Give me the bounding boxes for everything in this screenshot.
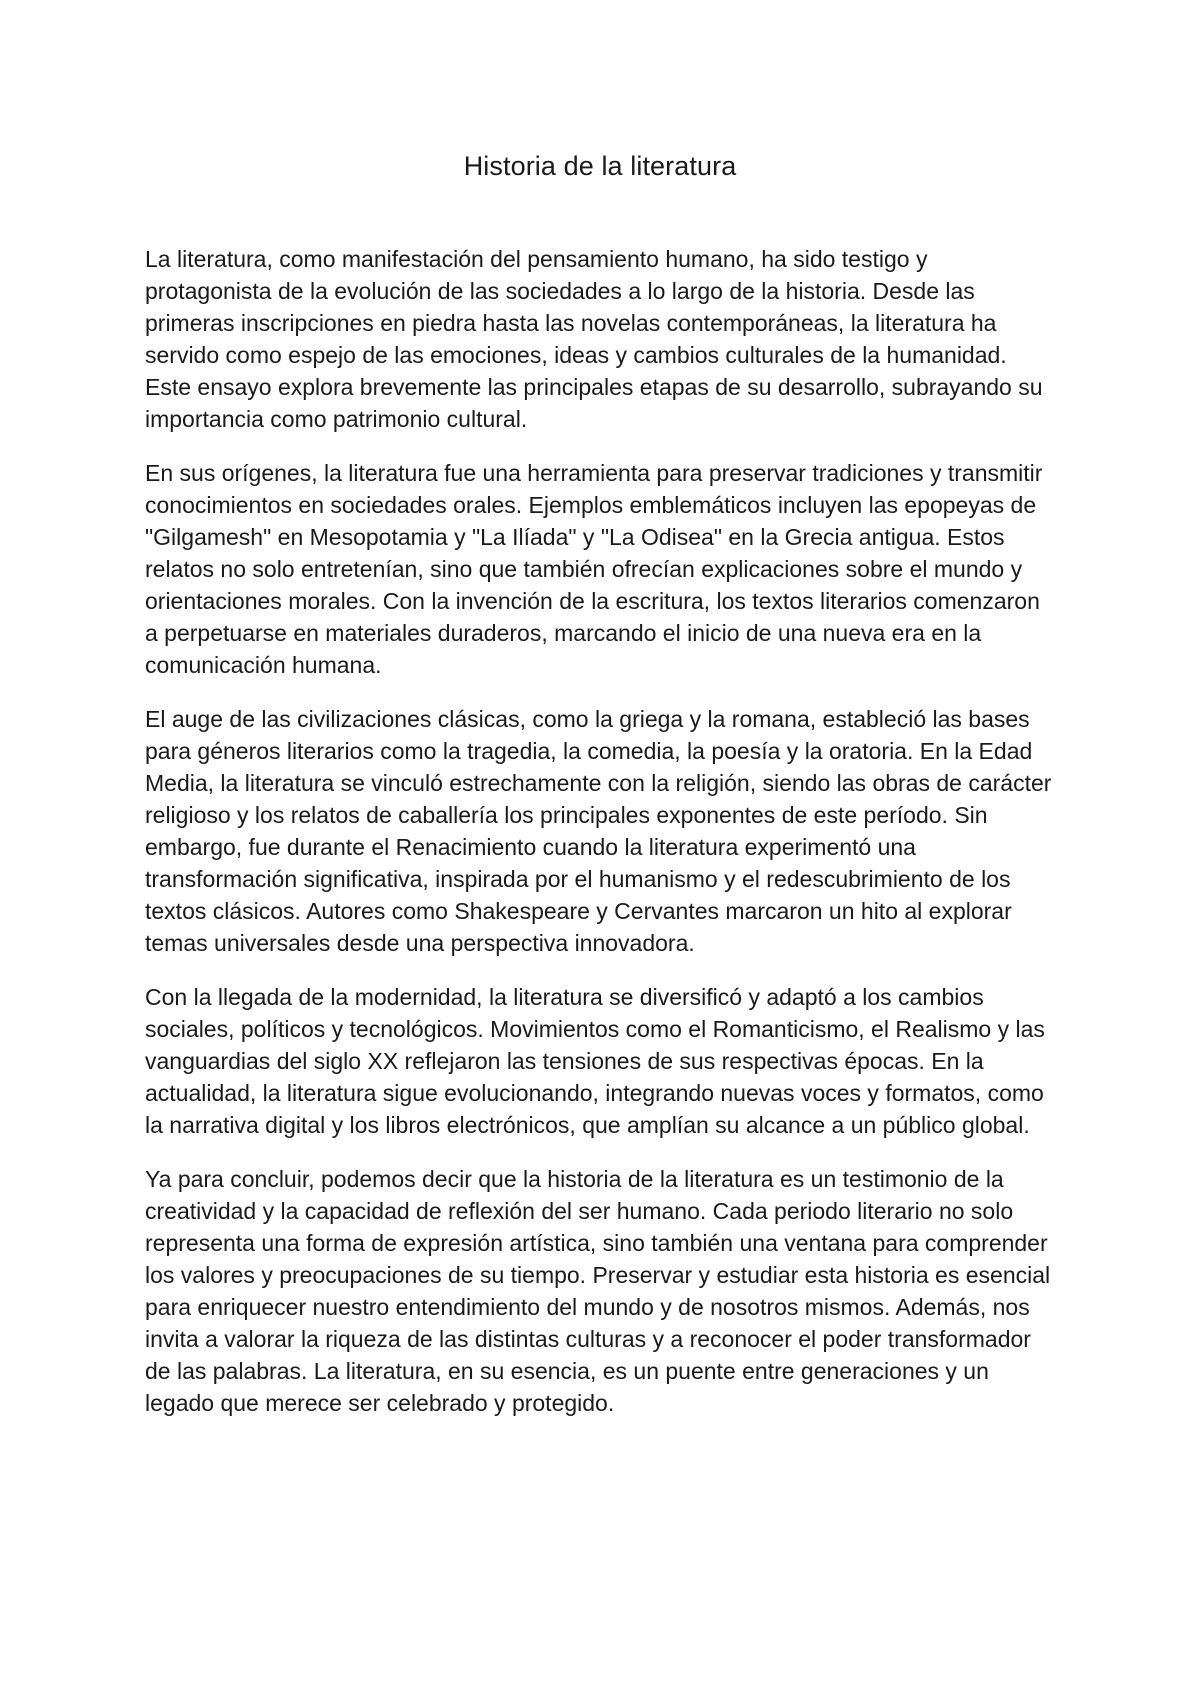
paragraph-modernity: Con la llegada de la modernidad, la literatura se diversificó y adaptó a los cambios sociales, políticos y tecnológicos. Movimientos como el Romanticismo, el Realismo y las vanguardias del siglo XX reflejaron las tensiones de sus respectivas épocas. En la actualidad, la literatura sigue evolucionando, integrando nuevas voces y formatos, como la narrativa digital y los libros electrónicos, que amplían su alcance a un público global. <box>145 984 1045 1138</box>
document-title: Historia de la literatura <box>463 151 737 181</box>
paragraph-introduction: La literatura, como manifestación del pensamiento humano, ha sido testigo y protagonista de la evolución de las sociedades a lo largo de la historia. Desde las primeras inscripciones en piedra hasta las novelas contemporáneas, la literatura ha servido como espejo de las emociones, ideas y cambios culturales de la humanidad. Este ensayo explora brevemente las principales etapas de su desarrollo, subrayando su importancia como patrimonio cultural. <box>145 246 1043 432</box>
paragraph-origins: En sus orígenes, la literatura fue una herramienta para preservar tradiciones y transmitir conocimientos en sociedades orales. Ejemplos emblemáticos incluyen las epopeyas de "Gilgamesh" en Mesopotamia y "La Ilíada" y "La Odisea" en la Grecia antigua. Estos relatos no solo entretenían, sino que también ofrecían explicaciones sobre el mundo y orientaciones morales. Con la invención de la escritura, los textos literarios comenzaron a perpetuarse en materiales duraderos, marcando el inicio de una nueva era en la comunicación humana. <box>145 460 1043 678</box>
paragraph-classical-to-renaissance: El auge de las civilizaciones clásicas, como la griega y la romana, estableció las bases para géneros literarios como la tragedia, la comedia, la poesía y la oratoria. En la Edad Media, la literatura se vinculó estrechamente con la religión, siendo las obras de carácter religioso y los relatos de caballería los principales exponentes de este período. Sin embargo, fue durante el Renacimiento cuando la literatura experimentó una transformación significativa, inspirada por el humanismo y el redescubrimiento de los textos clásicos. Autores como Shakespeare y Cervantes marcaron un hito al explorar temas universales desde una perspectiva innovadora. <box>145 706 1052 956</box>
paragraph-conclusion: Ya para concluir, podemos decir que la historia de la literatura es un testimonio de la creatividad y la capacidad de reflexión del ser humano. Cada periodo literario no solo representa una forma de expresión artística, sino también una ventana para comprender los valores y preocupaciones de su tiempo. Preservar y estudiar esta historia es esencial para enriquecer nuestro entendimiento del mundo y de nosotros mismos. Además, nos invita a valorar la riqueza de las distintas culturas y a reconocer el poder transformador de las palabras. La literatura, en su esencia, es un puente entre generaciones y un legado que merece ser celebrado y protegido. <box>145 1166 1051 1416</box>
